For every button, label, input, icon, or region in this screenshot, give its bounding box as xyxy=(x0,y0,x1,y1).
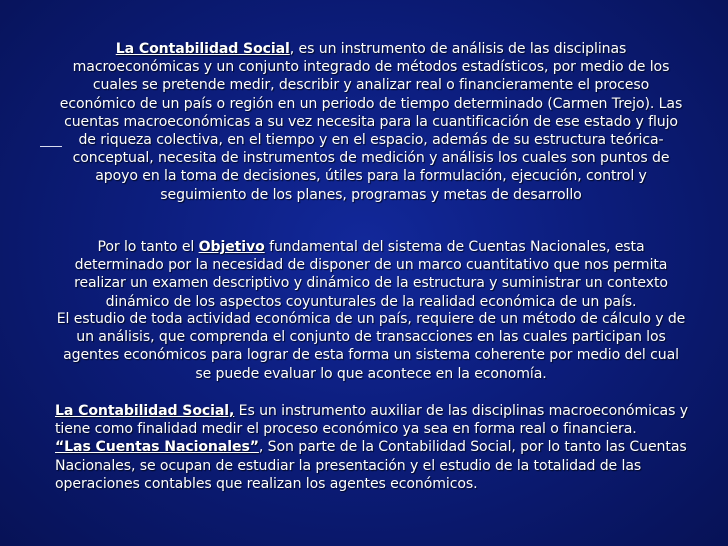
objective-lead: Por lo tanto el xyxy=(97,239,199,255)
objective-paragraph xyxy=(54,238,688,311)
intro-paragraph xyxy=(54,40,688,204)
objective-text: fundamental del sistema de Cuentas Nacionales, esta determinado por la necesidad de disponer de un marco cuantitativo que nos permita realizar un examen descriptivo y dinámico de la estructura y suministrar un contexto dinámico de los aspectos coyunturales de la realidad económica de un país. xyxy=(74,239,668,310)
definition-paragraph xyxy=(55,402,695,493)
study-paragraph xyxy=(54,310,688,383)
cuentas-nacionales-term: “Las Cuentas Nacionales” xyxy=(55,439,259,456)
intro-term: La Contabilidad Social xyxy=(115,41,290,57)
cuentas-nacionales-text: , Son parte de la Contabilidad Social, por lo tanto las Cuentas Nacionales, se ocupan de estudiar la presentación y el estudio de la totalidad de las operaciones contables que realizan los agentes económicos. xyxy=(55,439,687,492)
definition-term: La Contabilidad Social, xyxy=(55,403,235,419)
intro-text: , es un instrumento de análisis de las disciplinas macroeconómicas y un conjunto integrado de métodos estadísticos, por medio de los cuales se pretende medir, describir y analizar real o financieramente el proceso económico de un país o región en un periodo de tiempo determinado (Carmen Trejo). Las cuentas macroeconómicas a su vez necesita para la cuantificación de ese estado y flujo de riqueza colectiva, en el tiempo y en el espacio, además de su estructura teórica-conceptual, necesita de instrumentos de medición y análisis los cuales son puntos de apoyo en la toma de decisiones, útiles para la formulación, ejecución, control y seguimiento de los planes, programas y metas de desarrollo xyxy=(59,41,683,203)
objective-term: Objetivo xyxy=(198,239,265,255)
study-text: El estudio de toda actividad económica de un país, requiere de un método de cálculo y de un análisis, que comprenda el conjunto de transacciones en las cuales participan los agentes económicos para lograr de esta forma un sistema coherente por medio del cual se puede evaluar lo que acontece en la economía. xyxy=(56,311,686,382)
definition-text: Es un instrumento auxiliar de las disciplinas macroeconómicas y tiene como finalidad medir el proceso económico ya sea en forma real o financiera. xyxy=(55,403,688,438)
